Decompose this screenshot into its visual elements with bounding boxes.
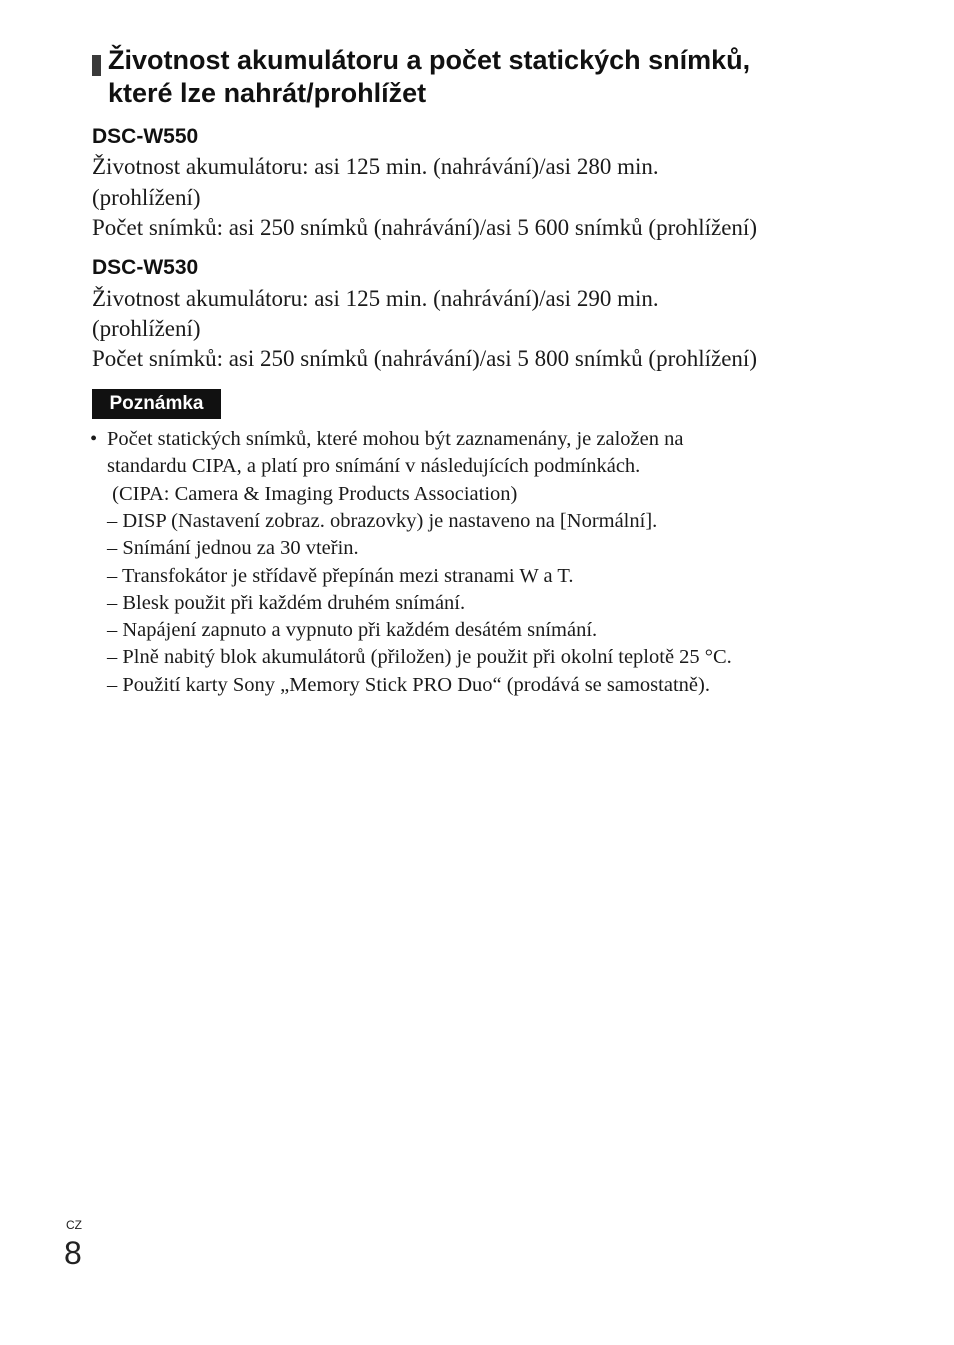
w550-image-count: Počet snímků: asi 250 snímků (nahrávání)/asi 5 600 snímků (prohlížení) (92, 215, 757, 240)
w530-battery-life-cont: (prohlížení) (92, 316, 201, 341)
w550-battery-life-cont: (prohlížení) (92, 185, 201, 210)
note-line: standardu CIPA, a platí pro snímání v následujících podmínkách. (107, 455, 641, 477)
note-condition: – Napájení zapnuto a vypnuto při každém desátém snímání. (107, 619, 598, 641)
bullet-icon: • (90, 428, 98, 450)
note-condition: – Snímání jednou za 30 vteřin. (107, 537, 359, 559)
w530-battery-life: Životnost akumulátoru: asi 125 min. (nahrávání)/asi 290 min. (92, 286, 659, 311)
page-number: 8 (64, 1235, 82, 1271)
w530-image-count: Počet snímků: asi 250 snímků (nahrávání)/asi 5 800 snímků (prohlížení) (92, 346, 757, 371)
language-code: CZ (66, 1218, 82, 1232)
note-condition: – DISP (Nastavení zobraz. obrazovky) je nastaveno na [Normální]. (107, 510, 658, 532)
section-heading-line-1: Životnost akumulátoru a počet statických snímků, (108, 45, 751, 75)
note-line: Počet statických snímků, které mohou být zaznamenány, je založen na (107, 428, 684, 450)
model-name-w550: DSC-W550 (92, 125, 199, 148)
model-name-w530: DSC-W530 (92, 256, 199, 279)
heading-marker (92, 55, 101, 76)
note-condition: – Plně nabitý blok akumulátorů (přiložen) je použit při okolní teplotě 25 °C. (107, 646, 732, 668)
note-condition: – Transfokátor je střídavě přepínán mezi stranami W a T. (107, 565, 574, 587)
note-condition: – Použití karty Sony „Memory Stick PRO Duo“ (prodává se samostatně). (107, 674, 710, 696)
section-heading (108, 44, 908, 110)
w550-battery-life: Životnost akumulátoru: asi 125 min. (nahrávání)/asi 280 min. (92, 154, 659, 179)
note-condition: – Blesk použit při každém druhém snímání. (107, 592, 466, 614)
note-badge: Poznámka (92, 389, 221, 419)
note-line: (CIPA: Camera & Imaging Products Association) (107, 483, 518, 505)
section-heading-line-2: které lze nahrát/prohlížet (108, 78, 427, 108)
